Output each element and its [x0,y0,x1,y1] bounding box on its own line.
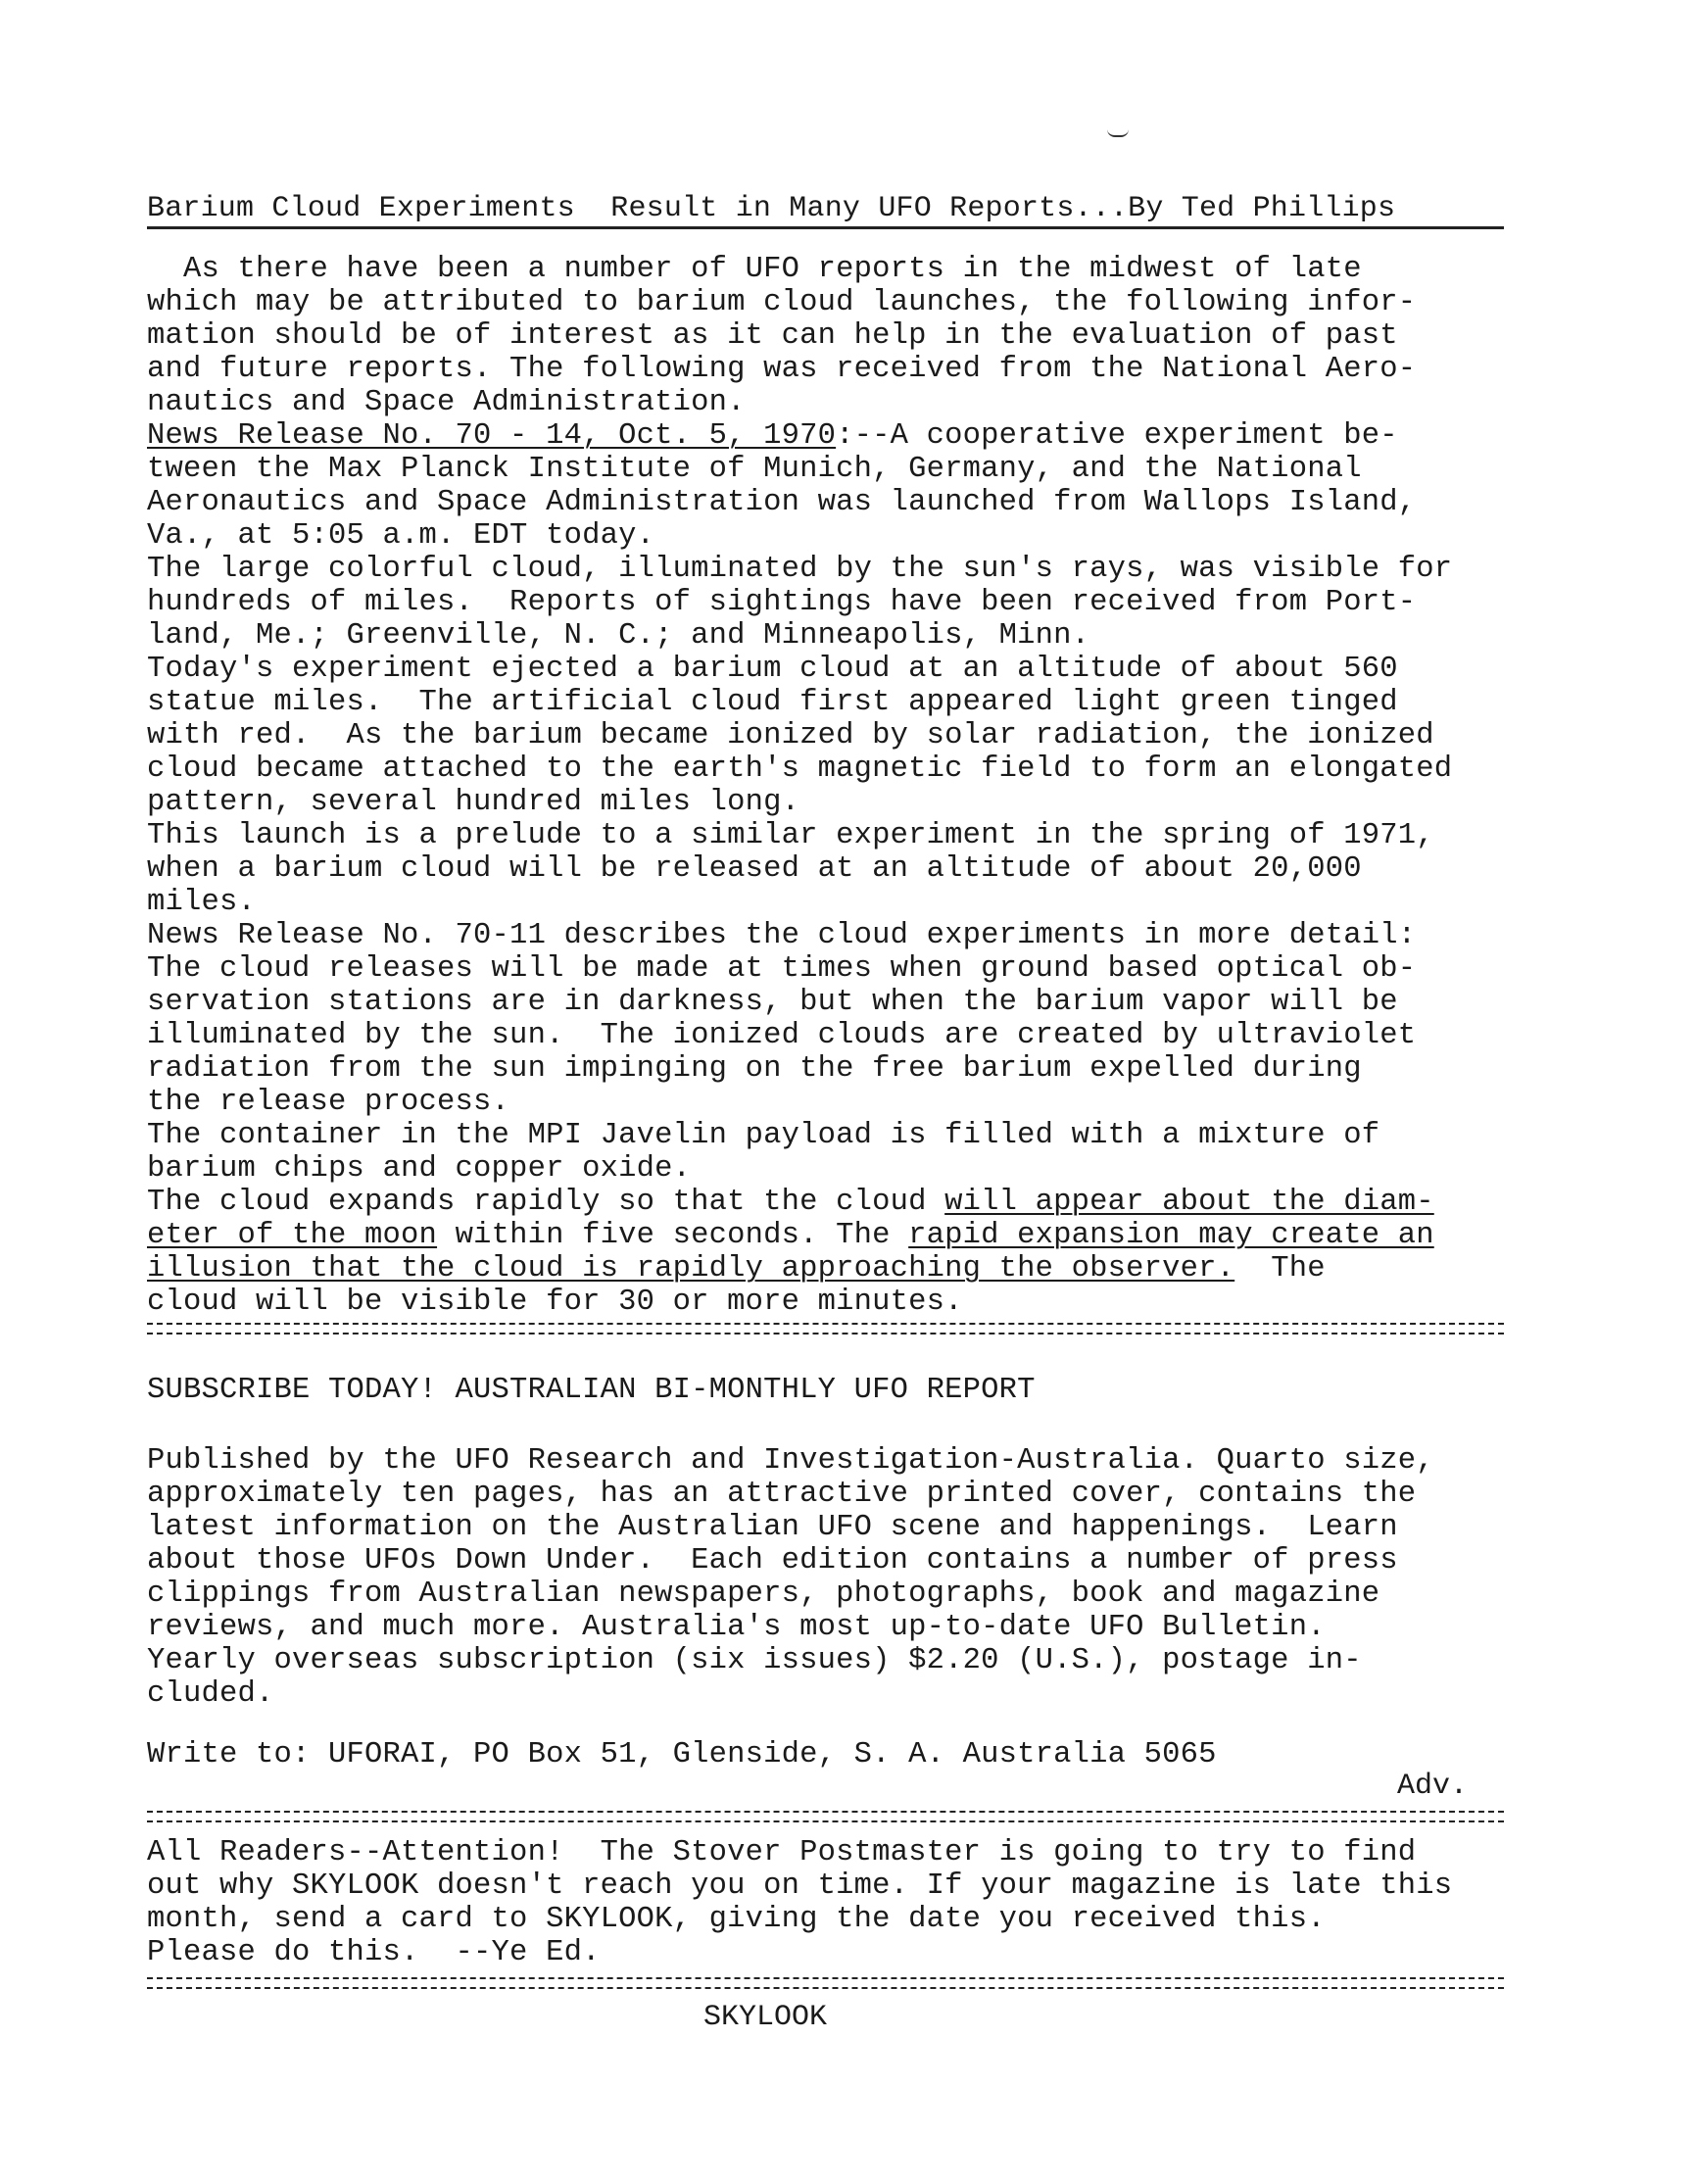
article-intro-line: nautics and Space Administration. [147,386,746,419]
publication-footer: SKYLOOK [703,2001,828,2034]
section-divider [147,1811,1504,1822]
article-intro-line: As there have been a number of UFO reports in the midwest of late [147,253,1362,286]
expansion-line: The cloud expands rapidly so that the cloud will appear about the diam- [147,1186,1434,1219]
ad-heading: SUBSCRIBE TODAY! AUSTRALIAN BI-MONTHLY UFO REPORT [147,1374,1036,1407]
ad-tag: Adv. [1397,1770,1469,1803]
news-release-line: pattern, several hundred miles long. [147,786,800,819]
ad-line: reviews, and much more. Australia's most up-to-date UFO Bulletin. [147,1611,1326,1644]
news-release-line: barium chips and copper oxide. [147,1152,692,1186]
news-release-line: when a barium cloud will be released at an altitude of about 20,000 [147,852,1362,886]
news-release-line: cloud became attached to the earth's magnetic field to form an elongated [147,752,1453,786]
news-release-line: with red. As the barium became ionized by solar radiation, the ionized [147,719,1434,752]
news-release-line: Today's experiment ejected a barium cloud at an altitude of about 560 [147,653,1398,686]
news-release-line: servation stations are in darkness, but when the barium vapor will be [147,986,1398,1019]
news-release-line: radiation from the sun impinging on the free barium expelled during [147,1052,1362,1086]
notice-line: out why SKYLOOK doesn't reach you on time. If your magazine is late this [147,1869,1453,1903]
news-release-line: hundreds of miles. Reports of sightings have been received from Port- [147,586,1417,619]
article-title: Barium Cloud Experiments Result in Many UFO Reports...By Ted Phillips [147,192,1396,225]
stray-ink-mark [1107,129,1129,137]
notice-line: Please do this. --Ye Ed. [147,1936,601,1969]
ad-line: Yearly overseas subscription (six issues) $2.20 (U.S.), postage in- [147,1644,1362,1677]
news-release-line: News Release No. 70 - 14, Oct. 5, 1970:--A cooperative experiment be- [147,419,1398,453]
news-release-reference: News Release No. 70 - 14, Oct. 5, 1970 [147,419,837,453]
news-release-line: the release process. [147,1086,510,1119]
news-release-line: The large colorful cloud, illuminated by the sun's rays, was visible for [147,553,1453,586]
expansion-line: illusion that the cloud is rapidly approaching the observer. The [147,1252,1326,1286]
news-release-line: Va., at 5:05 a.m. EDT today. [147,519,655,553]
underlined-text: illusion that the cloud is rapidly approaching the observer. [147,1252,1235,1286]
expansion-line: eter of the moon within five seconds. The rapid expansion may create an [147,1219,1434,1252]
article-intro-line: and future reports. The following was received from the National Aero- [147,353,1417,386]
ad-line: clippings from Australian newspapers, photographs, book and magazine [147,1577,1380,1611]
news-release-line: The cloud releases will be made at times when ground based optical ob- [147,952,1417,986]
news-release-line: statue miles. The artificial cloud first appeared light green tinged [147,686,1398,719]
ad-line: cluded. [147,1677,274,1711]
news-release-line: miles. [147,886,257,919]
news-release-line: This launch is a prelude to a similar experiment in the spring of 1971, [147,819,1434,852]
article-intro-line: which may be attributed to barium cloud launches, the following infor- [147,286,1417,319]
ad-address: Write to: UFORAI, PO Box 51, Glenside, S. A. Australia 5065 [147,1738,1217,1771]
ad-line: about those UFOs Down Under. Each edition contains a number of press [147,1544,1398,1577]
news-release-line: tween the Max Planck Institute of Munich, Germany, and the National [147,453,1362,486]
section-divider [147,1977,1504,1989]
ad-line: Published by the UFO Research and Investigation-Australia. Quarto size, [147,1444,1434,1478]
underlined-text: rapid expansion may create an [908,1219,1434,1252]
news-release-line: The container in the MPI Javelin payload is filled with a mixture of [147,1119,1380,1152]
section-divider [147,1323,1504,1335]
ad-line: latest information on the Australian UFO scene and happenings. Learn [147,1511,1398,1544]
underlined-text: eter of the moon [147,1219,438,1252]
news-release-line: Aeronautics and Space Administration was launched from Wallops Island, [147,486,1417,519]
ad-line: approximately ten pages, has an attractive printed cover, contains the [147,1478,1417,1511]
notice-line: All Readers--Attention! The Stover Postmaster is going to try to find [147,1836,1417,1869]
news-release-line: land, Me.; Greenville, N. C.; and Minneapolis, Minn. [147,619,1090,653]
notice-line: month, send a card to SKYLOOK, giving the date you received this. [147,1903,1326,1936]
news-release-line: illuminated by the sun. The ionized clouds are created by ultraviolet [147,1019,1417,1052]
title-underline [147,226,1504,229]
news-release-line: News Release No. 70-11 describes the cloud experiments in more detail: [147,919,1417,952]
expansion-line: cloud will be visible for 30 or more minutes. [147,1286,963,1319]
underlined-text: will appear about the diam- [944,1186,1434,1219]
article-intro-line: mation should be of interest as it can help in the evaluation of past [147,319,1398,353]
